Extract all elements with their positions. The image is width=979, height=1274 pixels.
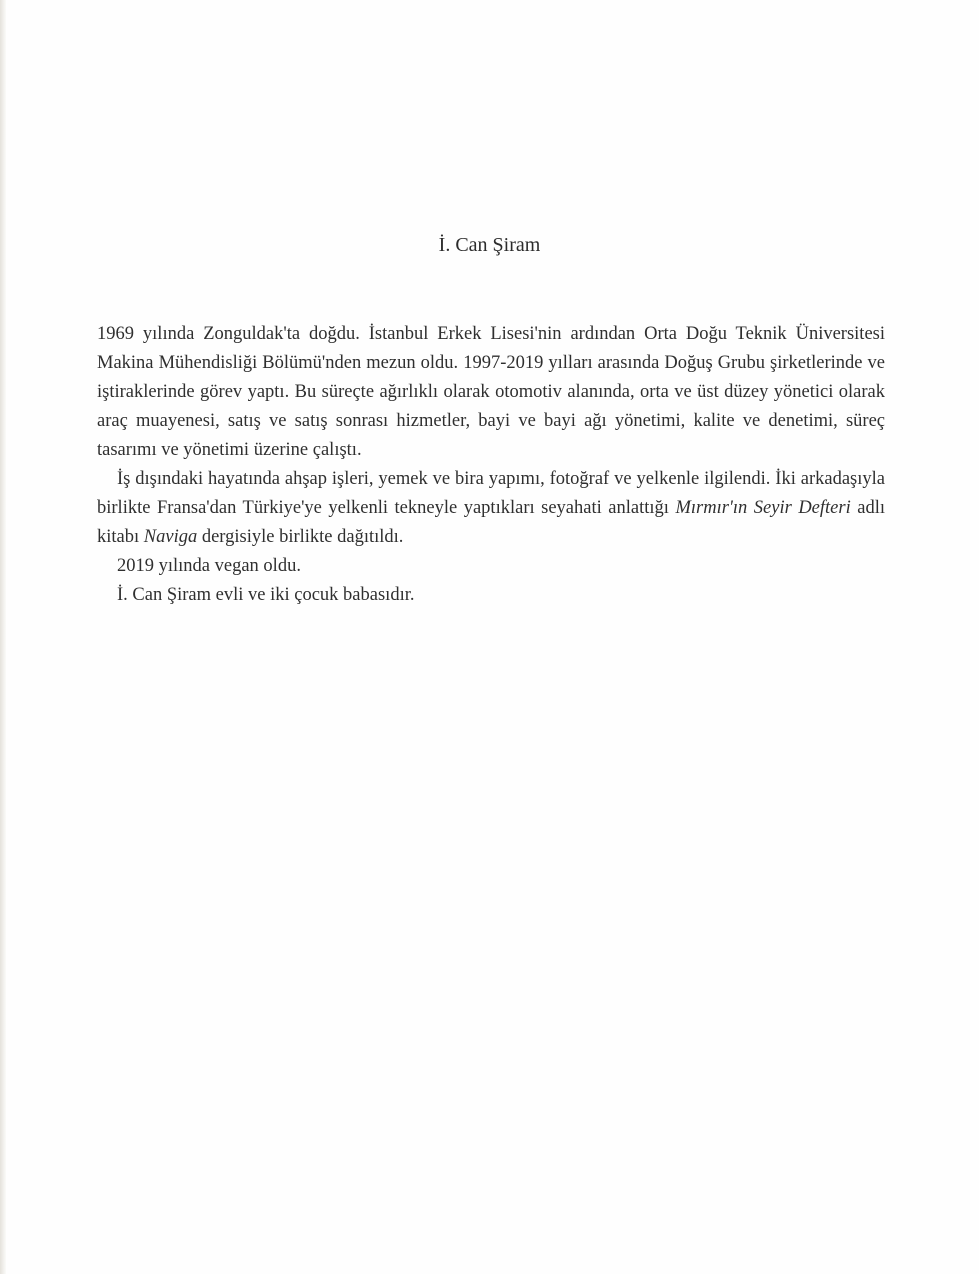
hobbies-text-cont: adlı kitabı: [97, 498, 886, 547]
page-binding-edge: [0, 0, 6, 1274]
hobbies-text: İş dışındaki hayatında ahşap işleri, yemek ve bira yapımı, fotoğraf ve yelkenle ilgilendi. İki arkadaşıyla birlikte Fransa'dan Türkiye'ye yelkenli tekneyle yaptıkları seyahati anlattığı: [97, 469, 885, 518]
book-title: Mırmır'ın Seyir Defteri: [675, 498, 851, 518]
bio-paragraph-hobbies: [97, 465, 885, 552]
author-name-heading: İ. Can Şiram: [438, 234, 541, 256]
hobbies-text-end: dergisiyle birlikte dağıtıldı.: [197, 527, 404, 547]
magazine-title: Naviga: [143, 527, 198, 547]
author-biography: [97, 320, 885, 610]
bio-paragraph-career: 1969 yılında Zonguldak'ta doğdu. İstanbul Erkek Lisesi'nin ardından Orta Doğu Teknik Üniversitesi Makina Mühendisliği Bölümü'nden mezun oldu. 1997-2019 yılları arasında Doğuş Grubu şirketlerinde ve iştiraklerinde görev yaptı. Bu süreçte ağırlıklı olarak otomotiv alanında, orta ve üst düzey yönetici olarak araç muayenesi, satış ve satış sonrası hizmetler, bayi ve bayi ağı yönetimi, kalite ve denetimi, süreç tasarımı ve yönetimi üzerine çalıştı.: [97, 324, 885, 460]
bio-paragraph-family: İ. Can Şiram evli ve iki çocuk babasıdır.: [117, 585, 415, 605]
bio-paragraph-vegan: 2019 yılında vegan oldu.: [117, 556, 301, 576]
